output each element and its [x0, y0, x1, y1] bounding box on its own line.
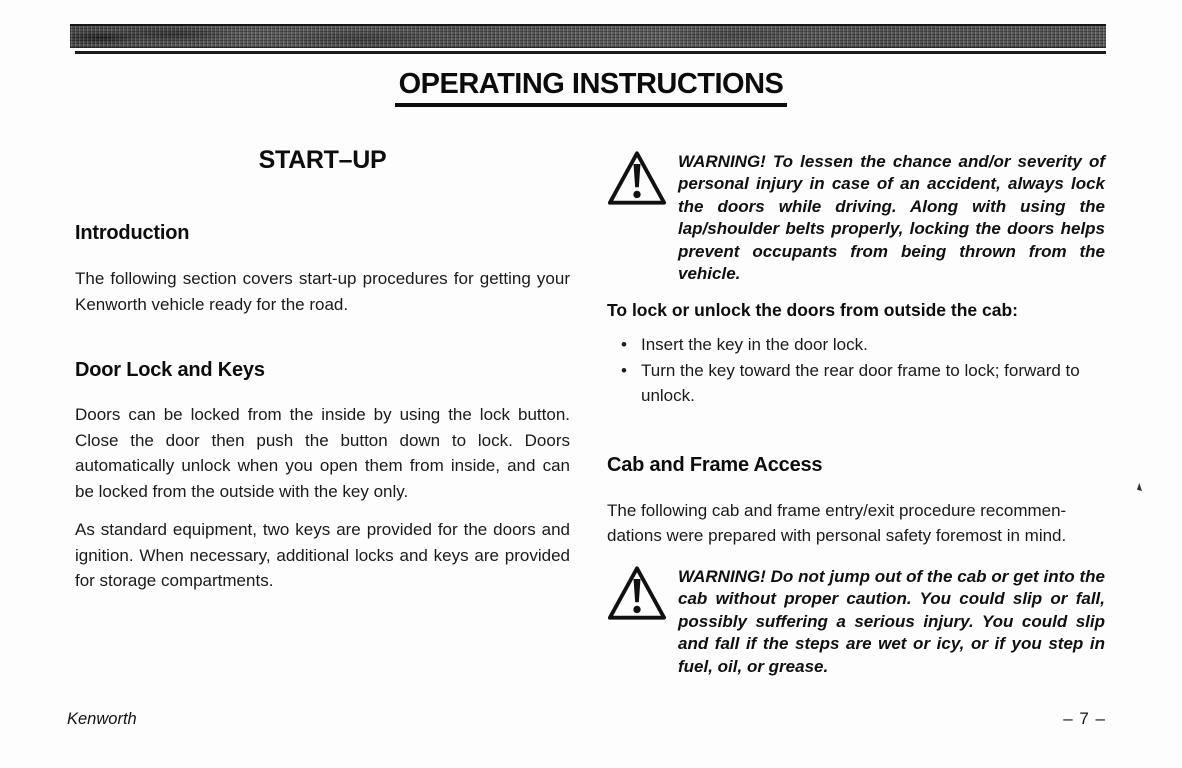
page-title-wrap	[0, 68, 1182, 107]
footer-brand: Kenworth	[67, 710, 137, 728]
introduction-paragraph: The following section covers start-up procedures for getting your Kenworth vehicle ready for the road.	[75, 269, 570, 314]
door-lock-paragraph-2: As standard equipment, two keys are provided for the doors and ignition. When necessary, additional locks and keys are provided for storage compartments.	[75, 520, 570, 590]
list-item: • Turn the key toward the rear door frame to lock; forward to unlock.	[607, 358, 1105, 409]
cab-frame-access-heading: Cab and Frame Access	[607, 453, 823, 476]
door-lock-heading: Door Lock and Keys	[75, 359, 265, 381]
page-body	[75, 140, 1105, 678]
warning-text-doors: WARNING! To lessen the chance and/or severity of personal injury in case of an accident, always lock the doors while driving. Along with using the lap/shoulder belts properly, locking the doors helps prevent occupants from being thrown from the vehicle.	[678, 152, 1105, 284]
lock-procedure-list	[607, 332, 1105, 409]
door-lock-paragraph-1: Doors can be locked from the inside by using the lock button. Close the door then push the button down to lock. Doors automatically unlock when you open them from inside, and can be locked from the outside with the key only.	[75, 405, 570, 501]
cab-frame-access-paragraph: The following cab and frame entry/exit procedure recommen-dations were prepared with personal safety foremost in mind.	[607, 500, 1067, 546]
left-column	[75, 140, 570, 594]
introduction-heading: Introduction	[75, 222, 190, 244]
warning-triangle-icon	[607, 564, 667, 678]
warning-block-doors	[607, 149, 1105, 285]
warning-block-cab	[607, 564, 1105, 678]
lock-procedure-heading: To lock or unlock the doors from outside the cab:	[607, 300, 1018, 321]
decorative-header-bar	[70, 24, 1106, 48]
warning-triangle-icon	[607, 149, 667, 285]
startup-heading: START–UP	[258, 146, 387, 174]
footer-page-number: – 7 –	[1063, 709, 1106, 728]
warning-text-cab: WARNING! Do not jump out of the cab or get into the cab without proper caution. You could slip or fall, possibly suffering a serious injury. You could slip and fall if the steps are wet or icy, or if you step in fuel, oil, or grease.	[678, 566, 1105, 676]
page-title: OPERATING INSTRUCTIONS	[395, 68, 788, 107]
list-item: • Insert the key in the door lock.	[607, 332, 1105, 358]
right-column	[607, 140, 1105, 678]
header-rule	[75, 51, 1106, 54]
scan-speck	[1137, 483, 1142, 491]
